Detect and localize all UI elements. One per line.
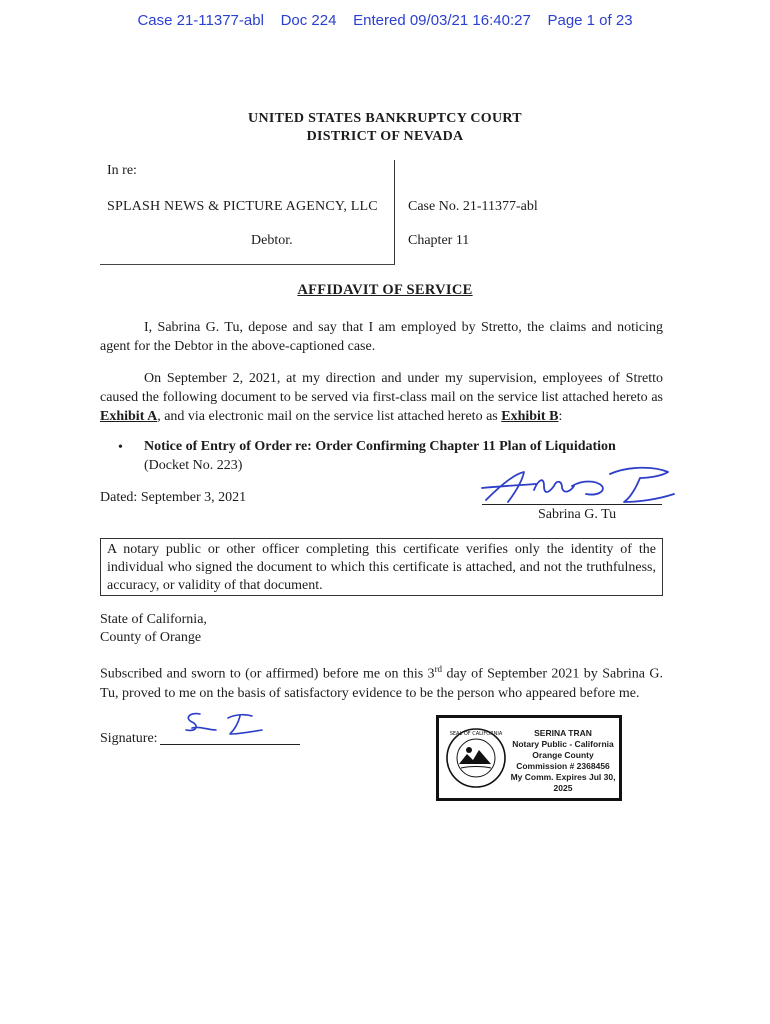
venue-state: State of California, bbox=[100, 612, 207, 627]
jurat-ordinal: rd bbox=[434, 664, 443, 674]
jurat-text-2: day of September 2021 by Sabrina G. Tu, proved to me on the basis of satisfactory evidence to be the person who appeared before me. bbox=[100, 666, 663, 701]
notary-expiration: My Comm. Expires Jul 30, 2025 bbox=[510, 772, 616, 793]
page-indicator: Page 1 of 23 bbox=[547, 12, 633, 29]
notary-commission: Commission # 2368456 bbox=[516, 761, 610, 771]
notary-signature-line bbox=[160, 744, 300, 745]
entered-date: Entered 09/03/21 16:40:27 bbox=[353, 12, 531, 29]
served-document-docket: (Docket No. 223) bbox=[144, 458, 243, 473]
court-heading bbox=[0, 110, 770, 146]
service-text-2: , and via electronic mail on the service list attached hereto as bbox=[157, 409, 502, 424]
paragraph-employment: I, Sabrina G. Tu, depose and say that I am employed by Stretto, the claims and noticing agent for the Debtor in the above-captioned case. bbox=[100, 320, 663, 354]
exhibit-a-reference: Exhibit A bbox=[100, 409, 158, 424]
notary-name: SERINA TRAN bbox=[534, 728, 592, 738]
court-name: UNITED STATES BANKRUPTCY COURT bbox=[248, 111, 522, 126]
caption-divider-horizontal bbox=[100, 264, 395, 265]
state-seal-icon bbox=[445, 726, 507, 790]
notary-county: Orange County bbox=[532, 750, 594, 760]
notary-title: Notary Public - California bbox=[512, 739, 614, 749]
affiant-signature bbox=[478, 460, 678, 510]
affiant-signature-line bbox=[482, 504, 662, 505]
debtor-label: Debtor. bbox=[251, 233, 293, 248]
court-district: DISTRICT OF NEVADA bbox=[306, 129, 464, 144]
in-re-label: In re: bbox=[107, 163, 137, 178]
notary-seal bbox=[436, 715, 622, 801]
document-title: AFFIDAVIT OF SERVICE bbox=[297, 282, 473, 298]
exhibit-b-reference: Exhibit B bbox=[501, 409, 559, 424]
signature-label: Signature: bbox=[100, 731, 158, 746]
signer-name: Sabrina G. Tu bbox=[538, 507, 617, 522]
case-header-stamp bbox=[0, 12, 770, 29]
doc-number: Doc 224 bbox=[280, 12, 337, 29]
notary-signature bbox=[178, 708, 278, 742]
chapter-caption: Chapter 11 bbox=[408, 233, 470, 248]
notary-seal-details bbox=[505, 728, 621, 794]
case-number: Case 21-11377-abl bbox=[137, 12, 264, 29]
case-number-caption: Case No. 21-11377-abl bbox=[408, 199, 538, 214]
notary-notice-box: A notary public or other officer completing this certificate verifies only the identity of the individual who signed the document to which this certificate is attached, and not the truthfulness, accuracy, or validity of that document. bbox=[100, 538, 663, 596]
service-text-1: On September 2, 2021, at my direction and under my supervision, employees of Stretto caused the following document to be served via first-class mail on the service list attached hereto as bbox=[100, 371, 663, 405]
bullet-icon: • bbox=[118, 440, 123, 455]
jurat-text-1: Subscribed and sworn to (or affirmed) before me on this 3 bbox=[100, 666, 435, 682]
caption-divider-vertical bbox=[394, 160, 395, 264]
dated-line: Dated: September 3, 2021 bbox=[100, 490, 247, 505]
jurat-paragraph bbox=[100, 660, 663, 703]
debtor-name: SPLASH NEWS & PICTURE AGENCY, LLC bbox=[107, 199, 378, 214]
venue-block bbox=[100, 611, 207, 647]
served-document-title: Notice of Entry of Order re: Order Confirming Chapter 11 Plan of Liquidation bbox=[144, 439, 616, 454]
service-text-3: : bbox=[558, 409, 563, 424]
venue-county: County of Orange bbox=[100, 630, 202, 645]
paragraph-service bbox=[100, 369, 663, 426]
seal-ring-text: SEAL OF CALIFORNIA bbox=[449, 731, 503, 737]
